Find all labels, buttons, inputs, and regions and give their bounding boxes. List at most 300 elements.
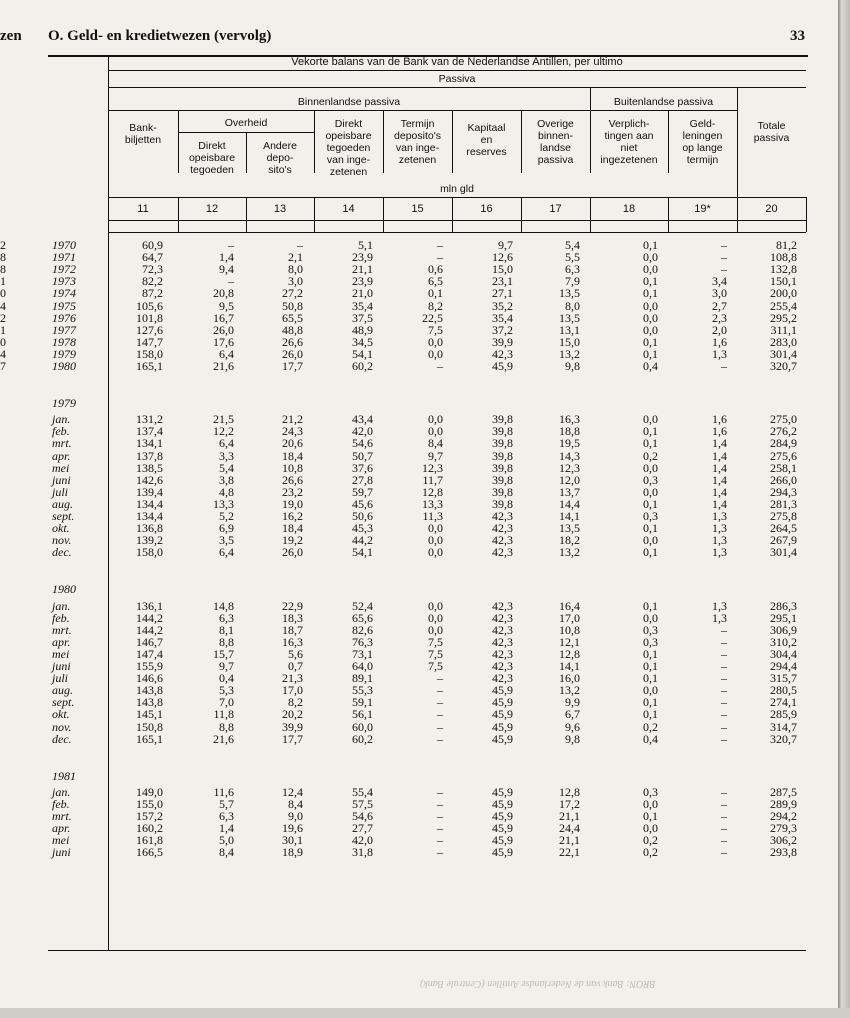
row-label: juni [52, 659, 71, 674]
table-cell: 142,6 [136, 472, 163, 487]
table-cell: 45,9 [492, 809, 513, 824]
table-cell: 264,5 [770, 521, 797, 536]
table-cell: 10,8 [559, 622, 580, 637]
table-cell: 5,0 [219, 833, 234, 848]
row-label: 1972 [52, 262, 76, 277]
table-cell: 0,1 [643, 424, 658, 439]
table-cell: 147,7 [136, 334, 163, 349]
table-cell: 21,5 [213, 412, 234, 427]
table-cell: 16,7 [213, 310, 234, 325]
table-cell: 0,1 [643, 496, 658, 511]
table-cell: 39,8 [492, 424, 513, 439]
table-cell: 6,4 [219, 545, 234, 560]
table-cell: 48,8 [282, 322, 303, 337]
table-cell: 11,8 [213, 707, 234, 722]
table-cell: 9,8 [565, 731, 580, 746]
table-cell: 144,2 [136, 610, 163, 625]
table-cell: 134,4 [136, 509, 163, 524]
column-header-17: Overige binnen- landse passiva [537, 118, 574, 166]
column-header-12: Direkt opeisbare tegoeden [188, 140, 236, 176]
table-cell: 39,9 [492, 334, 513, 349]
table-cell: 42,3 [492, 610, 513, 625]
table-cell: 301,4 [770, 346, 797, 361]
table-cell: 0,1 [428, 286, 443, 301]
table-cell: 9,8 [565, 359, 580, 373]
column-header-18: Verplich- tingen aan niet ingezetenen [600, 118, 658, 166]
table-cell: 45,9 [492, 683, 513, 698]
table-cell: 26,0 [282, 346, 303, 361]
margin-digit: 0 [0, 286, 6, 301]
table-cell: 24,3 [282, 424, 303, 439]
table-cell: 8,8 [219, 719, 234, 734]
table-cell: 45,9 [492, 707, 513, 722]
table-cell: 1,4 [219, 821, 234, 836]
table-cell: 17,6 [213, 334, 234, 349]
table-cell: 42,3 [492, 622, 513, 637]
colnum-rule [108, 220, 806, 221]
table-cell: 306,2 [770, 833, 797, 848]
column-number-18: 18 [622, 203, 636, 215]
table-cell: – [437, 719, 443, 734]
table-cell: 8,2 [288, 695, 303, 710]
table-cell: 45,9 [492, 784, 513, 799]
table-cell: 54,1 [352, 346, 373, 361]
table-cell: 0,0 [643, 484, 658, 499]
row-label: mrt. [52, 436, 72, 451]
table-cell: 11,7 [422, 472, 443, 487]
table-cell: 5,7 [219, 797, 234, 812]
row-label: mrt. [52, 809, 72, 824]
table-cell: 5,2 [219, 509, 234, 524]
table-cell: 45,9 [492, 719, 513, 734]
column-number-14: 14 [342, 203, 355, 215]
table-cell: 16,4 [559, 598, 580, 613]
row-label: 1970 [52, 238, 76, 252]
table-cell: – [228, 274, 234, 289]
table-cell: 6,4 [219, 346, 234, 361]
table-cell: 0,3 [643, 784, 658, 799]
table-cell: – [437, 707, 443, 722]
table-cell: 6,3 [219, 610, 234, 625]
table-cell: 7,5 [428, 646, 443, 661]
table-cell: 161,8 [136, 833, 163, 848]
table-cell: 294,4 [770, 659, 797, 674]
table-cell: 0,0 [428, 346, 443, 361]
table-cell: 0,1 [643, 238, 658, 252]
table-cell: 2,7 [712, 298, 727, 313]
table-cell: 60,0 [352, 719, 373, 734]
table-cell: 27,1 [492, 286, 513, 301]
table-cell: 12,0 [559, 472, 580, 487]
table-cell: 0,0 [643, 797, 658, 812]
table-cell: 132,8 [770, 262, 797, 277]
table-cell: 45,9 [492, 821, 513, 836]
table-cell: 0,1 [643, 521, 658, 536]
table-cell: 13,1 [559, 322, 580, 337]
column-header-20: Totale passiva [753, 120, 790, 144]
table-cell: 42,0 [352, 424, 373, 439]
table-cell: 23,9 [352, 274, 373, 289]
table-cell: 1,3 [712, 509, 727, 524]
row-label: 1978 [52, 334, 76, 349]
book-bottom-edge [0, 1008, 850, 1018]
table-cell: 266,0 [770, 472, 797, 487]
table-cell: 147,4 [136, 646, 163, 661]
table-cell: 150,8 [136, 719, 163, 734]
table-cell: 26,6 [282, 472, 303, 487]
table-cell: 31,8 [352, 845, 373, 860]
table-cell: – [437, 359, 443, 373]
caption-rule [108, 70, 806, 71]
table-cell: 0,0 [428, 521, 443, 536]
table-cell: 21,1 [559, 809, 580, 824]
table-cell: 17,2 [559, 797, 580, 812]
table-caption: Vekorte balans van de Bank van de Nederlandse Antillen, per ultimo [291, 56, 623, 68]
table-cell: 20,8 [213, 286, 234, 301]
table-cell: – [721, 646, 727, 661]
margin-digit: 1 [0, 322, 6, 337]
margin-digit: 2 [0, 310, 6, 325]
table-cell: – [437, 695, 443, 710]
table-cell: 21,0 [352, 286, 373, 301]
table-cell: 0,0 [643, 460, 658, 475]
table-cell: 304,4 [770, 646, 797, 661]
table-cell: 13,2 [559, 683, 580, 698]
table-cell: 1,4 [219, 250, 234, 265]
table-cell: 39,8 [492, 448, 513, 463]
table-cell: 14,1 [559, 659, 580, 674]
table-cell: 279,3 [770, 821, 797, 836]
table-cell: 0,0 [643, 610, 658, 625]
table-cell: 0,0 [643, 412, 658, 427]
row-label: nov. [52, 719, 72, 734]
table-cell: 5,6 [288, 646, 303, 661]
table-cell: 284,9 [770, 436, 797, 451]
table-cell: 134,1 [136, 436, 163, 451]
table-cell: 10,8 [282, 460, 303, 475]
table-cell: – [721, 845, 727, 860]
table-cell: 101,8 [136, 310, 163, 325]
table-cell: 39,8 [492, 484, 513, 499]
table-cell: 12,8 [559, 646, 580, 661]
table-cell: 137,8 [136, 448, 163, 463]
table-cell: – [721, 683, 727, 698]
row-label: jan. [52, 598, 71, 613]
table-cell: 145,1 [136, 707, 163, 722]
table-cell: – [437, 821, 443, 836]
table-cell: 1,4 [712, 436, 727, 451]
table-cell: 13,5 [559, 521, 580, 536]
column-number-15: 15 [411, 203, 424, 215]
table-cell: 45,9 [492, 845, 513, 860]
row-label: mrt. [52, 622, 72, 637]
row-label: mei [52, 833, 70, 848]
table-cell: 0,1 [643, 671, 658, 686]
margin-digit: 1 [0, 274, 6, 289]
table-cell: 65,6 [352, 610, 373, 625]
table-cell: 295,2 [770, 310, 797, 325]
table-cell: 5,4 [565, 238, 580, 252]
table-cell: 18,4 [282, 448, 303, 463]
table-cell: 18,4 [282, 521, 303, 536]
table-cell: 42,3 [492, 346, 513, 361]
table-cell: 8,0 [565, 298, 580, 313]
table-cell: 281,3 [770, 496, 797, 511]
table-cell: 0,1 [643, 707, 658, 722]
table-cell: 13,7 [559, 484, 580, 499]
table-cell: 1,3 [712, 545, 727, 560]
row-label: juni [52, 472, 71, 487]
table-cell: 0,2 [643, 845, 658, 860]
table-cell: 9,5 [219, 298, 234, 313]
column-number-13: 13 [273, 203, 287, 215]
row-label: 1976 [52, 310, 76, 325]
block-year-heading: 1981 [52, 768, 76, 783]
table-cell: 1,3 [712, 533, 727, 548]
table-cell: 5,1 [358, 238, 373, 252]
table-cell: 105,6 [136, 298, 163, 313]
table-cell: 89,1 [352, 671, 373, 686]
table-cell: 0,1 [643, 346, 658, 361]
block-year-heading: 1979 [52, 395, 76, 410]
column-header-13: Andere depo- sito's [263, 140, 297, 176]
table-cell: 21,6 [213, 731, 234, 746]
table-cell: 23,2 [282, 484, 303, 499]
table-cell: 8,4 [428, 436, 443, 451]
source-note-mirrored: BRON: Bank van de Nederlandse Antillen (Centrale Bank) [420, 978, 656, 989]
table-cell: 22,1 [559, 845, 580, 860]
table-cell: 146,7 [136, 634, 163, 649]
table-cell: 289,9 [770, 797, 797, 812]
table-cell: 15,0 [559, 334, 580, 349]
table-cell: 21,1 [559, 833, 580, 848]
row-label: feb. [52, 610, 70, 625]
table-cell: 315,7 [770, 671, 797, 686]
row-label: apr. [52, 821, 71, 836]
table-cell: 45,3 [352, 521, 373, 536]
table-cell: 65,5 [282, 310, 303, 325]
table-cell: 267,9 [770, 533, 797, 548]
row-label: juli [52, 671, 69, 686]
table-cell: – [437, 683, 443, 698]
table-cell: 165,1 [136, 359, 163, 373]
table-cell: 9,7 [428, 448, 443, 463]
table-cell: 8,2 [428, 298, 443, 313]
table-cell: 143,8 [136, 683, 163, 698]
table-bottom-rule [48, 950, 806, 951]
table-cell: 21,2 [282, 412, 303, 427]
table-cell: – [721, 634, 727, 649]
row-label: jan. [52, 784, 71, 799]
row-label: dec. [52, 545, 72, 560]
table-cell: 13,5 [559, 286, 580, 301]
table-cell: 0,7 [288, 659, 303, 674]
table-cell: – [297, 238, 303, 252]
table-cell: 158,0 [136, 346, 163, 361]
table-cell: 43,4 [352, 412, 373, 427]
unit-label: mln gld [440, 183, 474, 195]
block-year-heading: 1980 [52, 582, 76, 597]
table-cell: 19,6 [282, 821, 303, 836]
table-cell: 13,2 [559, 545, 580, 560]
column-header-14: Direkt opeisbare tegoeden van inge- zetenen [325, 118, 372, 178]
table-cell: 0,3 [643, 509, 658, 524]
table-cell: 0,1 [643, 286, 658, 301]
margin-digit: 8 [0, 250, 6, 265]
table-cell: 283,0 [770, 334, 797, 349]
table-cell: 14,8 [213, 598, 234, 613]
row-label: 1974 [52, 286, 76, 301]
column-header-19*: Geld- leningen op lange termijn [682, 118, 723, 166]
table-cell: 0,0 [428, 610, 443, 625]
table-cell: 42,0 [352, 833, 373, 848]
table-cell: 314,7 [770, 719, 797, 734]
row-label: jan. [52, 412, 71, 427]
row-label: okt. [52, 521, 70, 536]
table-cell: 1,6 [712, 334, 727, 349]
table-cell: 143,8 [136, 695, 163, 710]
table-cell: 12,3 [559, 460, 580, 475]
row-label: aug. [52, 496, 73, 511]
table-cell: 6,7 [565, 707, 580, 722]
row-label: 1973 [52, 274, 76, 289]
table-cell: 19,2 [282, 533, 303, 548]
table-cell: 2,0 [712, 322, 727, 337]
table-cell: 0,1 [643, 334, 658, 349]
column-header-11: Bank- biljetten [124, 122, 162, 146]
table-cell: – [721, 797, 727, 812]
table-cell: 4,8 [219, 484, 234, 499]
row-label: juni [52, 845, 71, 860]
table-cell: 12,6 [492, 250, 513, 265]
table-cell: 0,1 [643, 274, 658, 289]
row-label: 1980 [52, 359, 76, 373]
table-cell: 275,8 [770, 509, 797, 524]
table-cell: – [437, 784, 443, 799]
page-header [0, 0, 838, 55]
table-cell: 35,4 [352, 298, 373, 313]
table-cell: – [721, 731, 727, 746]
table-cell: 136,8 [136, 521, 163, 536]
table-cell: 20,2 [282, 707, 303, 722]
table-cell: 1,3 [712, 346, 727, 361]
table-cell: 45,9 [492, 833, 513, 848]
table-cell: 320,7 [770, 731, 797, 746]
table-cell: 0,0 [643, 310, 658, 325]
table-cell: 57,5 [352, 797, 373, 812]
table-cell: 17,7 [282, 359, 303, 373]
table-cell: 23,9 [352, 250, 373, 265]
table-cell: 9,9 [565, 695, 580, 710]
table-cell: 50,8 [282, 298, 303, 313]
table-cell: 42,3 [492, 533, 513, 548]
table-cell: 137,4 [136, 424, 163, 439]
table-cell: 12,8 [422, 484, 443, 499]
table-cell: 258,1 [770, 460, 797, 475]
row-label: 1977 [52, 322, 76, 337]
table-cell: 1,6 [712, 424, 727, 439]
table-cell: 19,0 [282, 496, 303, 511]
table-cell: 0,0 [643, 533, 658, 548]
table-cell: 55,3 [352, 683, 373, 698]
table-cell: 139,4 [136, 484, 163, 499]
passiva-rule [108, 87, 806, 88]
table-cell: 127,6 [136, 322, 163, 337]
table-cell: 42,3 [492, 509, 513, 524]
table-cell: 160,2 [136, 821, 163, 836]
margin-digit: 4 [0, 346, 6, 361]
table-cell: 8,4 [219, 845, 234, 860]
table-cell: 42,3 [492, 671, 513, 686]
table-cell: 8,4 [288, 797, 303, 812]
table-cell: – [437, 731, 443, 746]
table-cell: 35,4 [492, 310, 513, 325]
passiva-heading: Passiva [438, 73, 476, 85]
table-cell: 16,0 [559, 671, 580, 686]
table-cell: 0,0 [428, 334, 443, 349]
table-cell: 8,8 [219, 634, 234, 649]
table-cell: 155,9 [136, 659, 163, 674]
table-cell: – [721, 784, 727, 799]
table-cell: 5,4 [219, 460, 234, 475]
table-cell: 301,4 [770, 545, 797, 560]
table-cell: – [228, 238, 234, 252]
table-cell: 165,1 [136, 731, 163, 746]
table-cell: 7,5 [428, 634, 443, 649]
page-number: 33 [790, 28, 805, 44]
table-cell: 1,4 [712, 448, 727, 463]
table-cell: 139,2 [136, 533, 163, 548]
table-cell: 3,4 [712, 274, 727, 289]
table-cell: 5,3 [219, 683, 234, 698]
table-cell: 3,3 [219, 448, 234, 463]
table-cell: 6,4 [219, 436, 234, 451]
table-cell: 13,2 [559, 346, 580, 361]
row-label: mei [52, 646, 70, 661]
table-cell: 59,1 [352, 695, 373, 710]
table-cell: 287,5 [770, 784, 797, 799]
table-cell: 0,1 [643, 809, 658, 824]
table-cell: 39,8 [492, 460, 513, 475]
table-cell: 311,1 [770, 322, 797, 337]
row-label: 1971 [52, 250, 76, 265]
table-cell: 0,0 [643, 683, 658, 698]
table-cell: 2,3 [712, 310, 727, 325]
table-cell: 285,9 [770, 707, 797, 722]
binnen-rule [108, 110, 737, 111]
table-cell: 37,2 [492, 322, 513, 337]
table-cell: 5,5 [565, 250, 580, 265]
table-cell: 14,4 [559, 496, 580, 511]
table-cell: 39,8 [492, 472, 513, 487]
table-cell: 18,9 [282, 845, 303, 860]
table-cell: 45,9 [492, 797, 513, 812]
table-cell: 280,5 [770, 683, 797, 698]
table-cell: 87,2 [142, 286, 163, 301]
margin-digit: 8 [0, 262, 6, 277]
table-cell: 1,6 [712, 412, 727, 427]
table-cell: – [721, 359, 727, 373]
table-cell: 21,1 [352, 262, 373, 277]
row-label: apr. [52, 634, 71, 649]
table-cell: 1,3 [712, 521, 727, 536]
table-cell: 1,4 [712, 484, 727, 499]
unit-top-rule [108, 197, 806, 198]
table-cell: 14,3 [559, 448, 580, 463]
table-cell: 27,7 [352, 821, 373, 836]
table-cell: 12,2 [213, 424, 234, 439]
table-cell: 276,2 [770, 424, 797, 439]
